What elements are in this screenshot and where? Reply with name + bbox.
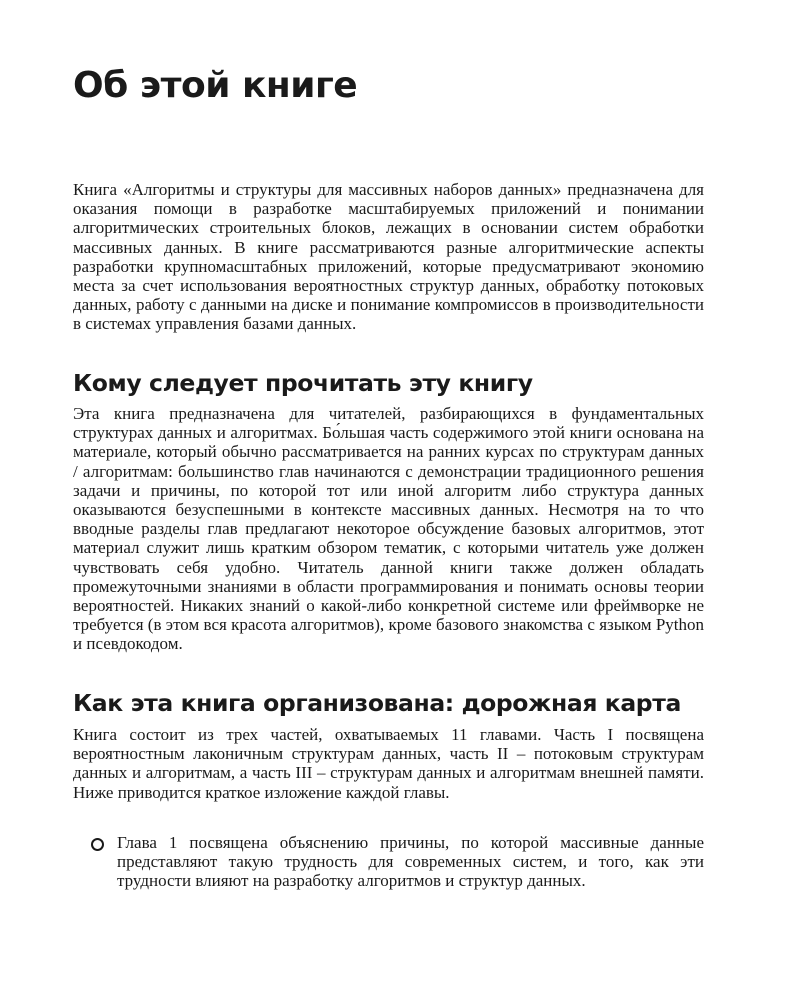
section-heading: Как эта книга организована: дорожная карта xyxy=(73,689,681,717)
section-paragraph: Эта книга предназначена для читателей, разбирающихся в фундаментальных структурах данных и алгоритмах. Бо́льшая часть содержимого этой книги основана на материале, который обычно рассматривается на ранних курсах по структурам данных / алгоритмам: большинство глав начинаются с демонстрации традиционного решения задачи и причины, по которой тот или иной алгоритм либо структура данных оказываются безуспешными в контексте массивных данных. Несмотря на то что вводные разделы глав предлагают некоторое обсуждение базовых алгоритмов, этот материал служит лишь кратким обзором тематик, с которыми читатель уже должен чувствовать себя удобно. Читатель данной книги также должен обладать промежуточными знаниями в области программирования и понимать основы теории вероятностей. Никаких знаний о какой-либо конкретной системе или фреймворке не требуется (в этом вся красота алгоритмов), кроме базового знакомства с языком Python и псевдокодом. xyxy=(73,404,704,654)
section-who-should-read xyxy=(73,368,704,654)
circle-bullet-icon xyxy=(91,833,117,891)
section-heading: Кому следует прочитать эту книгу xyxy=(73,369,533,397)
intro-block xyxy=(73,180,704,334)
section-roadmap xyxy=(73,688,704,802)
page-title: Об этой книге xyxy=(73,65,358,106)
list-item xyxy=(91,833,704,891)
section-paragraph: Книга состоит из трех частей, охватываемых 11 главами. Часть I посвящена вероятностным лаконичным структурам данных, часть II – потоковым структурам данных и алгоритмам, а часть III – структурам данных и алгоритмам внешней памяти. Ниже приводится краткое изложение каждой главы. xyxy=(73,725,704,802)
list-item-text: Глава 1 посвящена объяснению причины, по которой массивные данные представляют такую трудность для современных систем, и того, как эти трудности влияют на разработку алгоритмов и структур данных. xyxy=(117,833,704,891)
intro-paragraph: Книга «Алгоритмы и структуры для массивных наборов данных» предназначена для оказания помощи в разработке масштабируемых приложений и понимании алгоритмических строительных блоков, лежащих в основании систем обработки массивных данных. В книге рассматриваются разные алгоритмические аспекты разработки крупномасштабных приложений, которые предусматривают экономию места за счет использования вероятностных структур данных, обработку потоковых данных, работу с данными на диске и понимание компромиссов в производительности в системах управления базами данных. xyxy=(73,180,704,334)
